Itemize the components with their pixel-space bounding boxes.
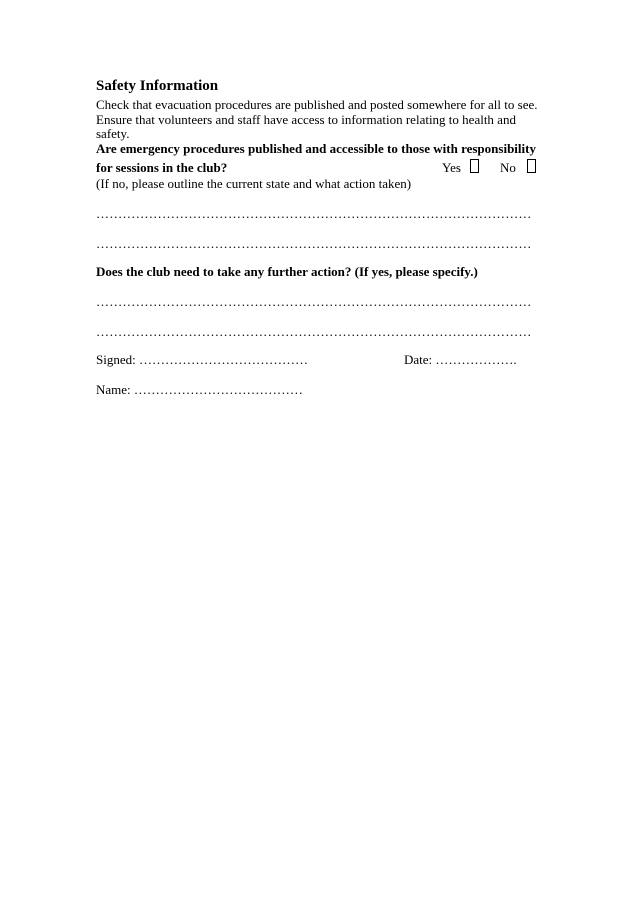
intro-line-2: Ensure that volunteers and staff have access to information relating to health and (96, 112, 516, 127)
yes-checkbox[interactable] (470, 159, 479, 173)
intro-line-1: Check that evacuation procedures are published and posted somewhere for all to see. (96, 97, 538, 112)
answer-line-3[interactable]: ……………………………………………………………………………………… (96, 294, 532, 309)
intro-line-3: safety. (96, 126, 130, 141)
section-title: Safety Information (96, 78, 219, 94)
question-2: Does the club need to take any further action? (If yes, please specify.) (96, 264, 478, 279)
question-1-line-1: Are emergency procedures published and accessible to those with responsibility (96, 141, 536, 156)
signed-field[interactable]: Signed: ………………………………… (96, 352, 308, 367)
yes-label: Yes (442, 160, 461, 175)
name-field[interactable]: Name: ………………………………… (96, 382, 303, 397)
date-field[interactable]: Date: ………………. (404, 352, 517, 367)
answer-line-4[interactable]: ……………………………………………………………………………………… (96, 324, 532, 339)
question-1-note: (If no, please outline the current state and what action taken) (96, 176, 412, 191)
answer-line-1[interactable]: ……………………………………………………………………………………… (96, 206, 532, 221)
question-1-line-2: for sessions in the club? (96, 160, 228, 175)
answer-line-2[interactable]: ……………………………………………………………………………………… (96, 236, 532, 251)
no-checkbox[interactable] (527, 159, 536, 173)
no-label: No (500, 160, 516, 175)
